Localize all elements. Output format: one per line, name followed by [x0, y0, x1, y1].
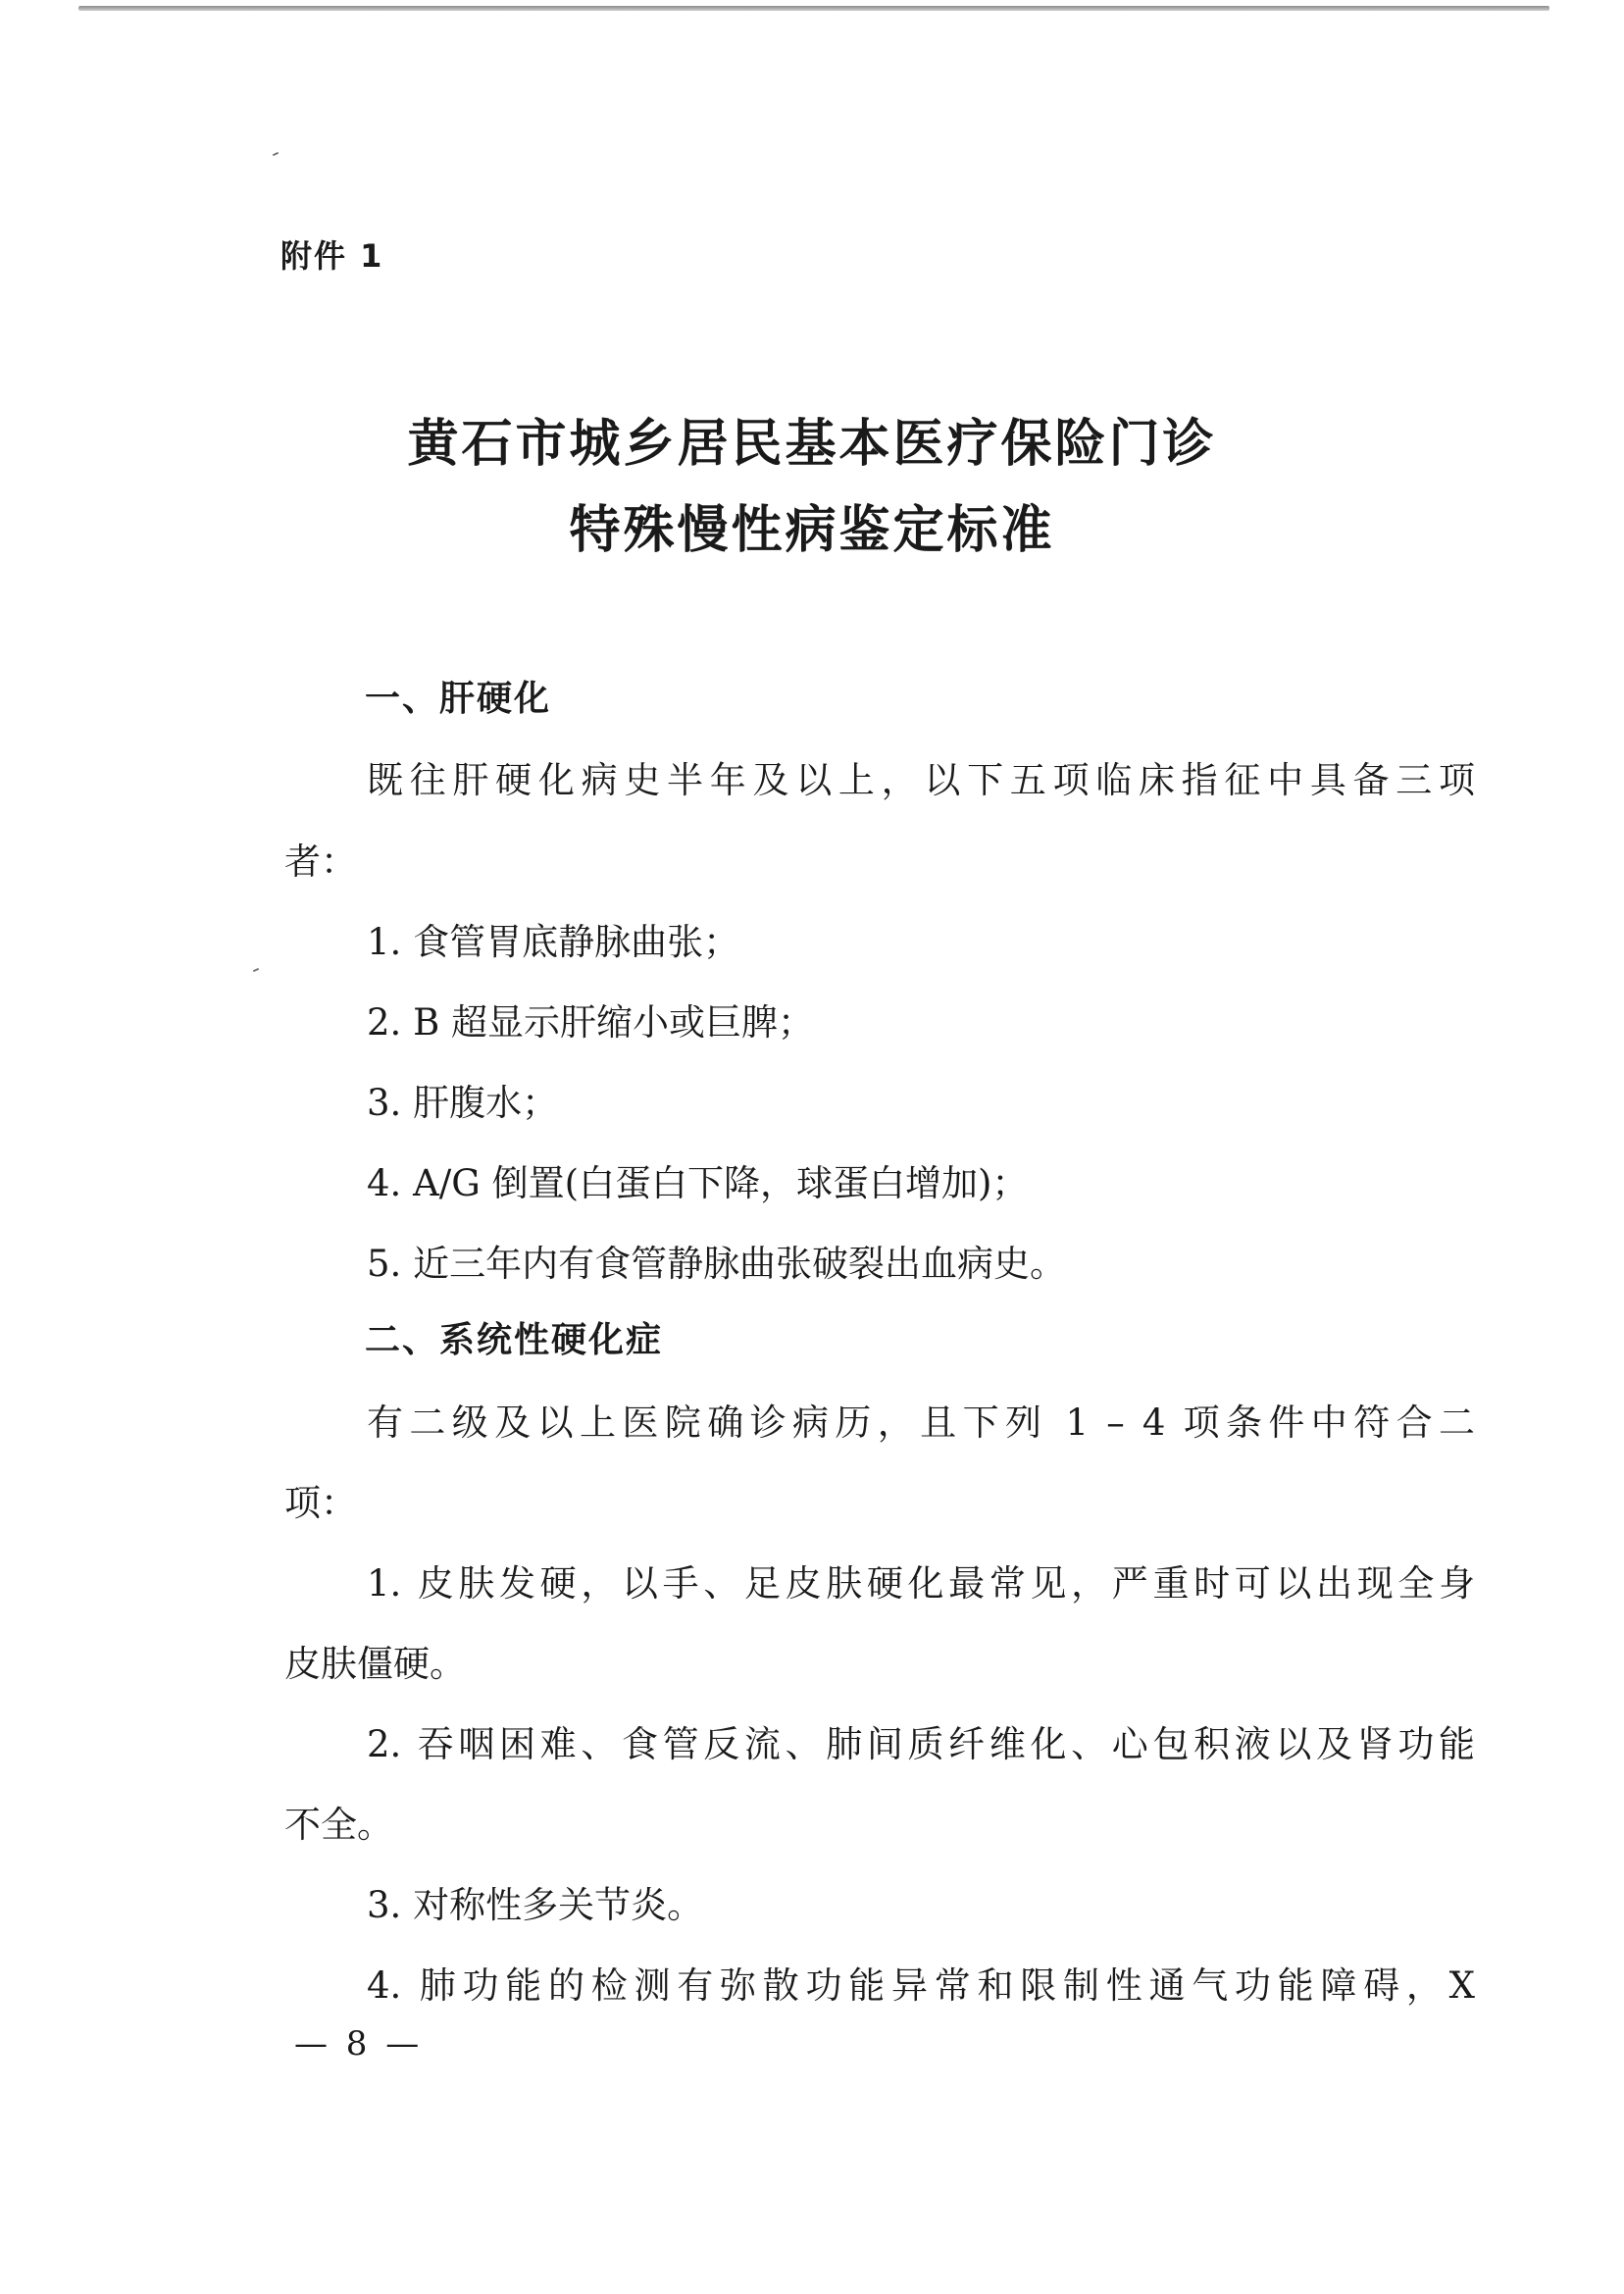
- section-heading-cirrhosis: 一、肝硬化: [365, 679, 552, 719]
- attachment-label: 附件 1: [280, 237, 384, 275]
- criteria-item: 5. 近三年内有食管静脉曲张破裂出血病史。: [367, 1243, 1067, 1285]
- criteria-item: 1. 皮肤发硬，以手、足皮肤硬化最常见，严重时可以出现全身: [367, 1562, 1475, 1605]
- criteria-item: 1. 食管胃底静脉曲张；: [367, 921, 740, 963]
- criteria-item: 2. 吞咽困难、食管反流、肺间质纤维化、心包积液以及肾功能: [367, 1723, 1475, 1765]
- scan-edge: [78, 6, 1549, 11]
- document-title-line-2: 特殊慢性病鉴定标准: [569, 501, 1055, 560]
- criteria-item: 4. 肺功能的检测有弥散功能异常和限制性通气功能障碍，X: [367, 1964, 1475, 2007]
- criteria-item-continuation: 不全。: [284, 1804, 393, 1846]
- section-intro-line: 有二级及以上医院确诊病历，且下列 1 – 4 项条件中符合二: [367, 1402, 1475, 1444]
- section-intro-line: 既往肝硬化病史半年及以上，以下五项临床指征中具备三项: [367, 759, 1475, 801]
- section-intro-line: 者：: [284, 841, 357, 883]
- page-number: — 8 —: [294, 2024, 424, 2064]
- criteria-item: 3. 肝腹水；: [367, 1082, 559, 1124]
- section-intro-line: 项：: [284, 1482, 357, 1524]
- criteria-item: 2. B 超显示肝缩小或巨脾；: [367, 1001, 815, 1044]
- criteria-item-continuation: 皮肤僵硬。: [284, 1643, 466, 1685]
- criteria-item: 3. 对称性多关节炎。: [367, 1884, 704, 1926]
- document-title-line-1: 黄石市城乡居民基本医疗保险门诊: [407, 415, 1217, 474]
- section-heading-systemic-sclerosis: 二、系统性硬化症: [365, 1320, 664, 1360]
- criteria-item: 4. A/G 倒置(白蛋白下降，球蛋白增加)；: [367, 1162, 1029, 1204]
- scan-speck: [253, 968, 259, 972]
- scan-speck: [273, 152, 279, 156]
